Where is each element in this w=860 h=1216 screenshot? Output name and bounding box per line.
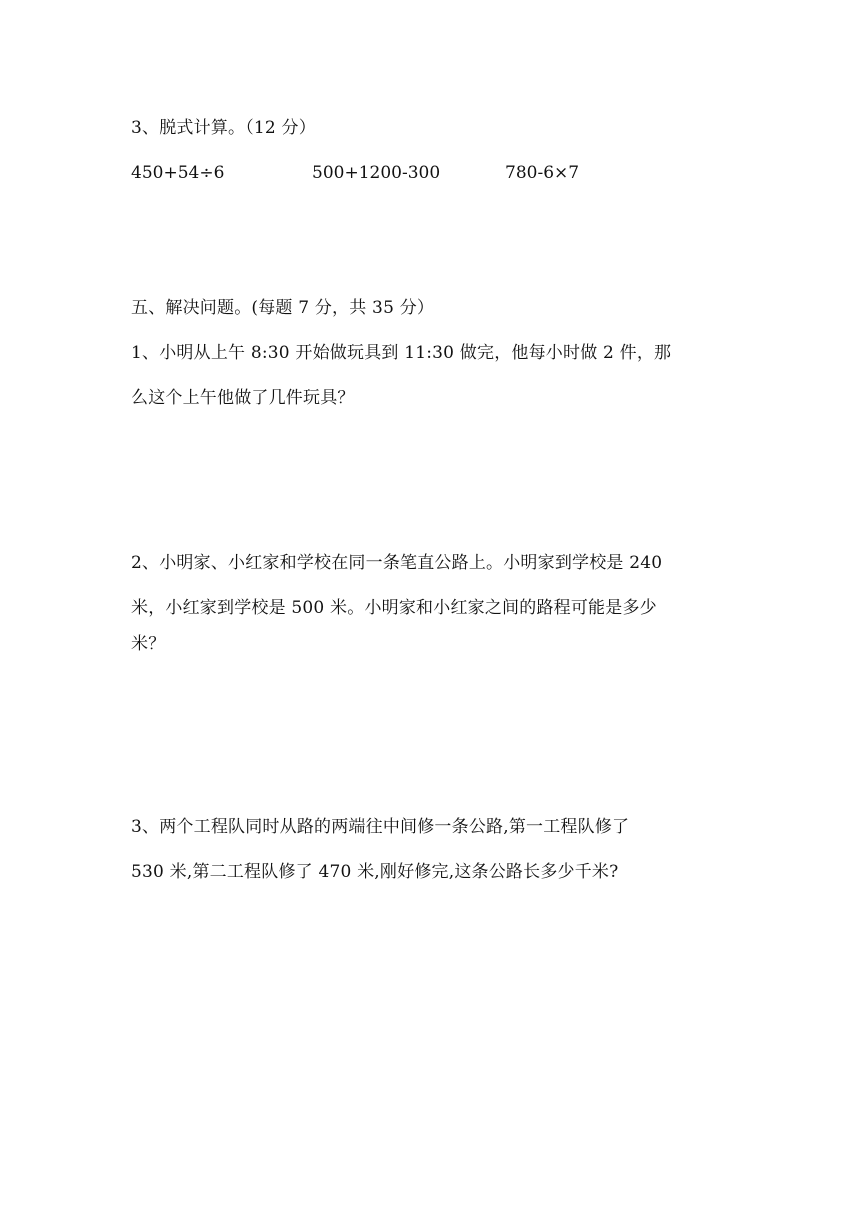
expression-3: 780-6×7 bbox=[505, 163, 580, 183]
question-3-line-1: 3、两个工程队同时从路的两端往中间修一条公路,第一工程队修了 bbox=[131, 817, 630, 837]
question-2-line-3: 米？ bbox=[131, 634, 166, 654]
expression-2: 500+1200-300 bbox=[312, 163, 441, 183]
section-3-heading: 3、脱式计算。（12 分） bbox=[131, 118, 316, 138]
question-2-line-1: 2、小明家、小红家和学校在同一条笔直公路上。小明家到学校是 240 bbox=[131, 553, 663, 573]
question-1-line-2: 么这个上午他做了几件玩具？ bbox=[131, 388, 355, 408]
question-2-line-2: 米，小红家到学校是 500 米。小明家和小红家之间的路程可能是多少 bbox=[131, 598, 657, 618]
expression-1: 450+54÷6 bbox=[131, 163, 225, 183]
question-1-line-1: 1、小明从上午 8:30 开始做玩具到 11:30 做完，他每小时做 2 件，那 bbox=[131, 343, 672, 363]
question-3-line-2: 530 米,第二工程队修了 470 米,刚好修完,这条公路长多少千米? bbox=[131, 862, 619, 882]
section-5-heading: 五、解决问题。(每题 7 分，共 35 分） bbox=[131, 298, 435, 318]
